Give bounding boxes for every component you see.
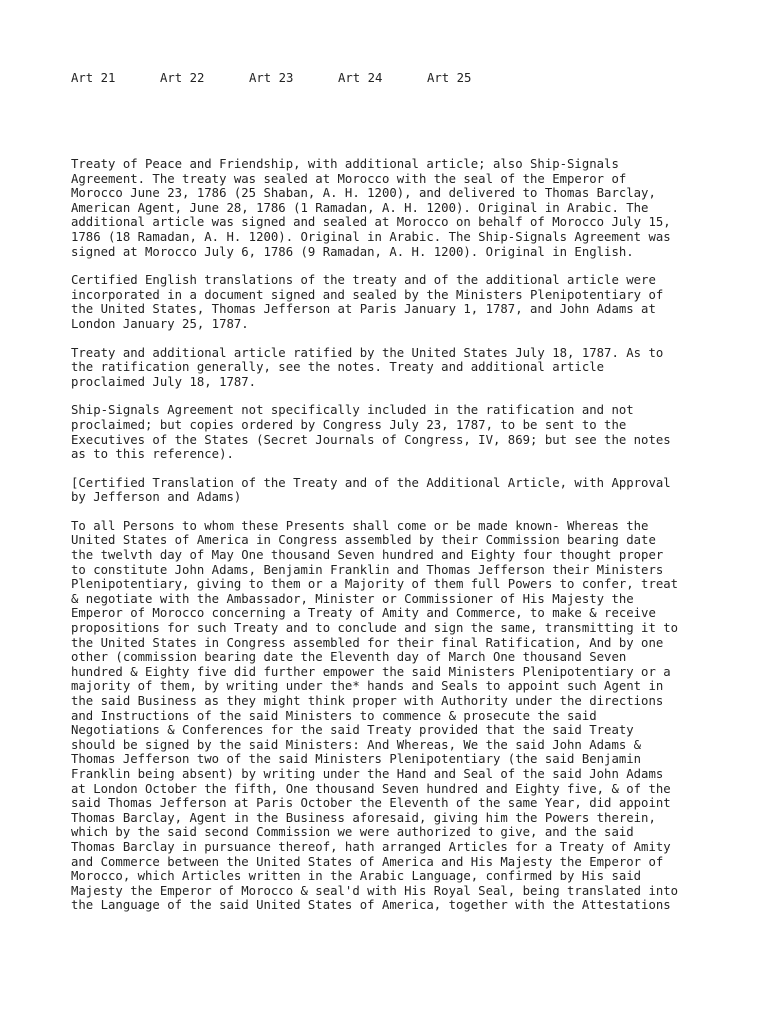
translations-paragraph: Certified English translations of the treaty and of the additional article were incorporated in a document signed and sealed by the Ministers Plenipotentiary of the United States, Thomas Jefferson at Paris January 1, 1787, and John Adams at London January 25, 1787.	[71, 273, 664, 331]
treaty-summary-paragraph: Treaty of Peace and Friendship, with additional article; also Ship-Signals Agreement. The treaty was sealed at Morocco with the seal of the Emperor of Morocco June 23, 1786 (25 Shaban, A. H. 1200), and delivered to Thomas Barclay, American Agent, June 28, 1786 (1 Ramadan, A. H. 1200). Original in Arabic. The additional article was signed and sealed at Morocco on behalf of Morocco July 15, 1786 (18 Ramadan, A. H. 1200). Original in Arabic. The Ship-Signals Agreement was signed at Morocco July 6, 1786 (9 Ramadan, A. H. 1200). Original in English.	[71, 157, 671, 259]
nav-link-art-22[interactable]: Art 22	[160, 71, 205, 85]
ship-signals-paragraph: Ship-Signals Agreement not specifically included in the ratification and not proclaimed; but copies ordered by Congress July 23, 1787, to be sent to the Executives of the States (Secret Journals of Congress, IV, 869; but see the notes as to this reference).	[71, 403, 671, 462]
section-heading: [Certified Translation of the Treaty and of the Additional Article, with Approval by Jefferson and Adams)	[71, 475, 671, 505]
nav-link-art-21[interactable]: Art 21	[71, 71, 116, 85]
nav-link-art-24[interactable]: Art 24	[338, 71, 383, 85]
preamble-paragraph: To all Persons to whom these Presents shall come or be made known- Whereas the United States of America in Congress assembled by their Commission bearing date the twelvth day of May One thousand Seven hundred and Eighty four thought proper to constitute John Adams, Benjamin Franklin and Thomas Jefferson their Ministers Plenipotentiary, giving to them or a Majority of them full Powers to confer, treat & negotiate with the Ambassador, Minister or Commissioner of His Majesty the Emperor of Morocco concerning a Treaty of Amity and Commerce, to make & receive propositions for such Treaty and to conclude and sign the same, transmitting it to the United States in Congress assembled for their final Ratification, And by one other (commission bearing date the Eleventh day of March One thousand Seven hundred & Eighty five did further empower the said Ministers Plenipotentiary or a majority of them, by writing under the* hands and Seals to appoint such Agent in the said Business as they might think proper with Authority under the directions and Instructions of the said Ministers to commence & prosecute the said Negotiations & Conferences for the said Treaty provided that the said Treaty should be signed by the said Ministers: And Whereas, We the said John Adams & Thomas Jefferson two of the said Ministers Plenipotentiary (the said Benjamin Franklin being absent) by writing under the Hand and Seal of the said John Adams at London October the fifth, One thousand Seven hundred and Eighty five, & of the said Thomas Jefferson at Paris October the Eleventh of the same Year, did appoint Thomas Barclay, Agent in the Business aforesaid, giving him the Powers therein, which by the said second Commission we were authorized to give, and the said Thomas Barclay in pursuance thereof, hath arranged Articles for a Treaty of Amity and Commerce between the United States of America and His Majesty the Emperor of Morocco, which Articles written in the Arabic Language, confirmed by His said Majesty the Emperor of Morocco & seal'd with His Royal Seal, being translated into the Language of the said United States of America, together with the Attestations	[71, 518, 679, 913]
nav-link-art-23[interactable]: Art 23	[249, 71, 294, 85]
nav-link-art-25[interactable]: Art 25	[427, 71, 472, 85]
ratification-paragraph: Treaty and additional article ratified by the United States July 18, 1787. As to the ratification generally, see the notes. Treaty and additional article proclaimed July 18, 1787.	[71, 345, 664, 389]
article-nav	[71, 70, 516, 86]
document-body	[71, 157, 696, 927]
